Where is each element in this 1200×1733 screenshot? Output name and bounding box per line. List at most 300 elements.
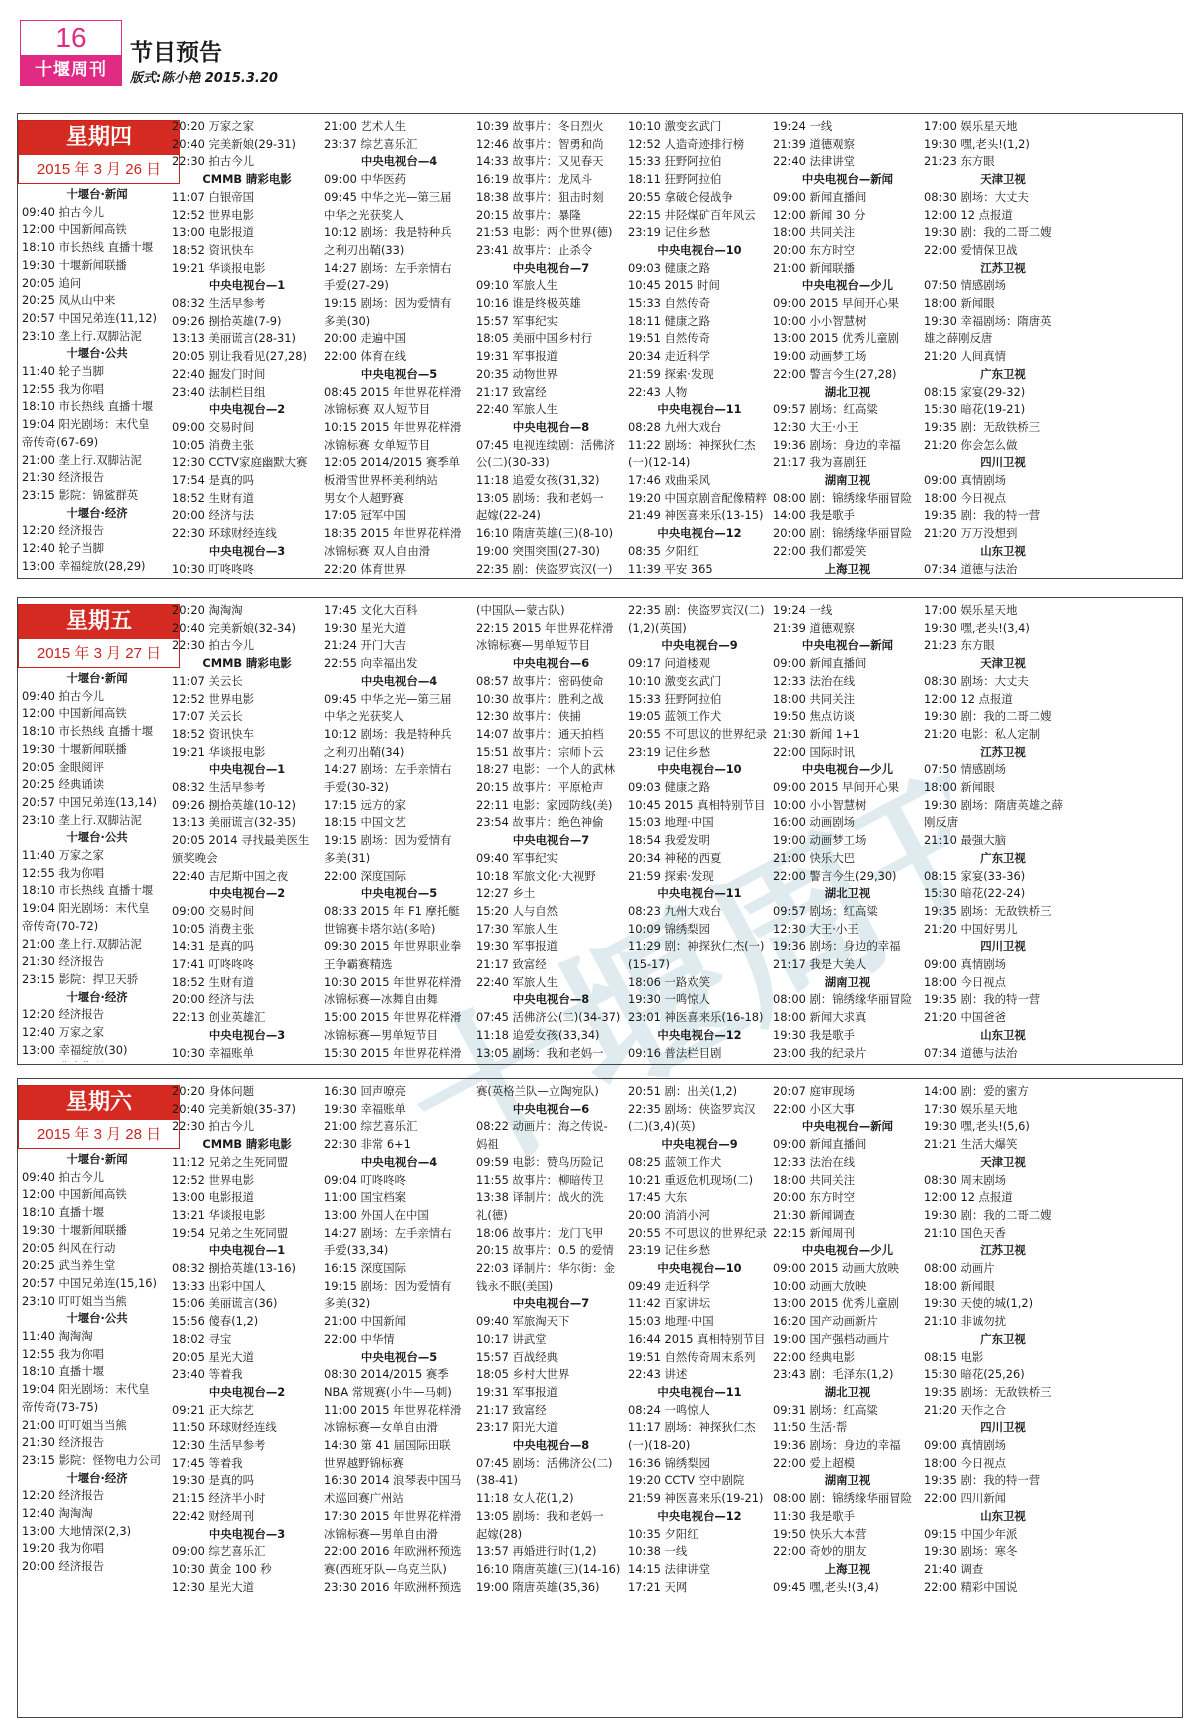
program-entry: 19:30 十堰新闻联播 — [22, 1222, 127, 1237]
program-entry: 冰锦标赛 双人短节目 — [324, 402, 431, 417]
program-entry: 19:30 剧：我的二哥二嫂 — [924, 225, 1052, 240]
channel-heading: 十堰台·新闻 — [66, 187, 128, 201]
program-entry: 19:00 隋唐英雄(35,36) — [476, 1579, 600, 1594]
program-entry: 12:00 12 点报道 — [924, 1190, 1013, 1205]
page-badge — [20, 20, 122, 86]
program-entry: 14:00 剧：爱的蜜方 — [924, 1084, 1029, 1098]
program-entry: 07:45 剧场：活佛济公(二) — [476, 1455, 613, 1470]
program-entry: 23:19 记住乡愁 — [628, 1243, 711, 1258]
program-entry: 17:00 娱乐星天地 — [924, 603, 1018, 617]
program-entry: 18:38 故事片：狙击时刻 — [476, 189, 604, 204]
program-entry: 起嫁(28) — [476, 1526, 523, 1541]
program-entry: 中华之光获奖人 — [324, 709, 404, 724]
program-entry: 09:00 2015 早间开心果 — [773, 296, 900, 311]
program-entry: 18:35 2015 年世界花样滑 — [324, 526, 462, 541]
program-entry: 09:30 2015 年世界职业拳 — [324, 939, 462, 954]
program-entry: 12:52 人造奇迹排行榜 — [628, 136, 745, 151]
program-entry: 18:02 寻宝 — [172, 1331, 232, 1346]
program-entry: 22:00 中华情 — [324, 1331, 395, 1346]
channel-heading: 上海卫视 — [824, 1561, 871, 1576]
program-entry: 16:30 2014 浪琴表中国马 — [324, 1473, 462, 1488]
channel-heading: 天津卫视 — [980, 172, 1026, 187]
program-entry: 08:45 2015 年世界花样滑 — [324, 384, 462, 399]
program-entry: 19:35 剧场：无敌铁桥三 — [924, 903, 1052, 918]
program-entry: 09:40 拍古今儿 — [22, 1169, 105, 1184]
program-entry: 22:00 警言今生(29,30) — [773, 868, 897, 883]
program-entry: 18:00 共同关注 — [773, 1172, 856, 1187]
program-entry: 14:00 我是歌手 — [773, 508, 856, 523]
program-entry: 10:05 消费主张 — [172, 437, 255, 452]
program-entry: 21:30 经济报告 — [22, 954, 105, 969]
program-entry: 12:00 12 点报道 — [924, 691, 1013, 706]
program-entry: 19:36 剧场：身边的幸福 — [773, 437, 901, 452]
program-entry: 22:35 剧：侠盗罗宾汉(二) — [628, 603, 765, 617]
channel-heading: 山东卫视 — [980, 1027, 1026, 1042]
program-entry: 多美(31) — [324, 850, 371, 865]
program-entry: (15-17) — [628, 957, 670, 972]
program-entry: 22:35 剧场：侠盗罗宾汉 — [628, 1101, 756, 1116]
program-entry: 21:17 致富经 — [476, 384, 547, 399]
channel-heading: 四川卫视 — [980, 939, 1026, 954]
channel-heading: 中央电视台—8 — [512, 1438, 590, 1453]
program-entry: 17:30 2015 年世界花样滑 — [324, 1508, 462, 1523]
program-entry: 22:00 体育在线 — [324, 349, 407, 364]
program-entry: 09:31 剧场：红高粱 — [773, 1402, 878, 1417]
program-entry: 23:10 叮叮姐当当熊 — [22, 1293, 127, 1308]
program-entry: 之利刃出鞘(33) — [324, 242, 405, 257]
schedule-column — [773, 1083, 922, 1715]
program-entry: 09:00 交易时间 — [172, 903, 255, 918]
program-entry: 22:40 军旅人生 — [476, 974, 559, 989]
channel-heading: 中央电视台—少儿 — [801, 1243, 894, 1258]
program-entry: 19:30 嘿,老头!(5,6) — [924, 1119, 1030, 1134]
schedule-column — [924, 1083, 1082, 1715]
channel-heading: 十堰台·经济 — [66, 989, 128, 1004]
program-entry: 15:30 2015 年世界花样滑 — [324, 1045, 462, 1060]
program-entry: 19:30 剧：我的二哥二嫂 — [924, 709, 1052, 724]
program-entry: 18:10 市长热线 直播十堰 — [22, 883, 154, 898]
program-entry: 16:20 国产动画新片 — [773, 1314, 878, 1329]
channel-heading: 十堰台·新闻 — [66, 671, 128, 685]
program-entry: 21:00 叮叮姐当当熊 — [22, 1417, 127, 1432]
program-entry: 09:00 真情剧场 — [924, 1438, 1007, 1453]
channel-heading: 中央电视台—5 — [360, 1349, 438, 1364]
channel-heading: 上海卫视 — [824, 561, 871, 576]
program-entry: 18:10 市长热线 直播十堰 — [22, 724, 154, 739]
program-entry: 术巡回赛广州站 — [324, 1491, 404, 1506]
program-entry: 21:20 电影：私人定制 — [924, 726, 1041, 741]
program-entry: 23:17 阳光大道 — [476, 1420, 559, 1435]
day-header — [18, 120, 180, 184]
program-entry: 17:45 等着我 — [172, 1455, 243, 1470]
program-entry: 22:00 小区大事 — [773, 1101, 856, 1116]
program-entry: 19:36 剧场：身边的幸福 — [773, 939, 901, 954]
program-entry: 08:35 夕阳红 — [628, 543, 699, 558]
program-entry: 11:18 追爱女孩(33,34) — [476, 1027, 600, 1042]
channel-heading: 中央电视台—11 — [657, 1384, 742, 1399]
program-entry: 21:24 开门大吉 — [324, 638, 407, 653]
program-entry: 09:00 真情剧场 — [924, 473, 1007, 488]
program-entry: 18:52 资讯快车 — [172, 726, 255, 741]
page-header — [0, 0, 1200, 90]
program-entry: 13:33 出彩中国人 — [172, 1278, 266, 1293]
day-section-saturday — [17, 1078, 1183, 1718]
program-entry: 18:00 今日视点 — [924, 1455, 1007, 1470]
program-entry: 19:54 兄弟之生死同盟 — [172, 1225, 289, 1240]
program-entry: 22:00 深度国际 — [324, 868, 407, 883]
day-section-thursday — [17, 113, 1183, 579]
program-entry: 20:00 东方时空 — [773, 242, 856, 257]
channel-heading: 湖北卫视 — [824, 384, 871, 399]
program-entry: 11:07 关云长 — [172, 673, 243, 688]
channel-heading: 中央电视台—5 — [360, 366, 438, 381]
program-entry: 20:55 不可思议的世界纪录 — [628, 726, 767, 741]
program-entry: 22:30 非常 6+1 — [324, 1137, 411, 1152]
program-entry: 20:05 追问 — [22, 275, 82, 290]
program-entry: 15:30 暗花(25,26) — [924, 1367, 1025, 1382]
program-entry: 22:43 人物 — [628, 384, 688, 399]
program-entry: 08:57 故事片：密码使命 — [476, 673, 604, 688]
page-number: 16 — [55, 22, 87, 53]
channel-heading: CMMB 睛彩电影 — [202, 1137, 292, 1152]
program-entry: 冰锦标赛 女单短节目 — [324, 437, 431, 452]
program-entry: 08:28 九州大戏台 — [628, 419, 722, 434]
program-entry: 12:30 大王·小王 — [773, 419, 859, 434]
program-entry: 21:00 垄上行.双脚沾泥 — [22, 936, 142, 951]
program-entry: 08:22 动画片：海之传说- — [476, 1119, 608, 1134]
program-entry: 23:37 综艺喜乐汇 — [324, 136, 418, 151]
channel-heading: 天津卫视 — [980, 656, 1026, 671]
program-entry: 多美(32) — [324, 1296, 371, 1311]
program-entry: 22:40 军旅人生 — [476, 402, 559, 417]
program-entry: 14:27 剧场：左手亲情右 — [324, 260, 452, 275]
program-entry: 21:20 人间真情 — [924, 349, 1007, 364]
program-entry: 09:10 军旅人生 — [476, 278, 559, 293]
program-entry: 08:00 剧：锦绣缘华丽冒险 — [773, 1491, 912, 1506]
program-entry: 16:15 深度国际 — [324, 1261, 407, 1276]
program-entry: 20:40 完美新娘(35-37) — [172, 1101, 296, 1116]
program-entry: 12:20 经济报告 — [22, 523, 105, 538]
program-entry: 10:38 一线 — [628, 1544, 688, 1559]
channel-heading: 中央电视台—1 — [208, 762, 286, 777]
channel-heading: 中央电视台—2 — [208, 402, 286, 417]
program-entry: 21:30 经济报告 — [22, 1435, 105, 1450]
program-entry: 19:30 星光大道 — [324, 620, 407, 635]
program-entry: 冰锦标赛—男单自由滑 — [324, 1526, 438, 1541]
program-entry: 10:10 激变玄武门 — [628, 673, 722, 688]
program-entry: 21:53 电影：两个世界(德) — [476, 225, 613, 240]
channel-heading: 中央电视台—2 — [208, 1384, 286, 1399]
channel-heading: 江苏卫视 — [980, 260, 1026, 275]
schedule-column — [172, 602, 322, 1062]
schedule-column — [924, 602, 1082, 1062]
program-entry: 19:04 阳光剧场：末代皇 — [22, 1382, 150, 1397]
program-entry: 22:03 译制片：华尔街：金 — [476, 1261, 615, 1276]
program-entry: 09:03 健康之路 — [628, 260, 711, 275]
day-header — [18, 1085, 180, 1149]
program-entry: 18:10 直播十堰 — [22, 1364, 105, 1379]
program-entry: 15:51 故事片：宗师卜云 — [476, 744, 604, 759]
program-entry: 20:15 故事片：平原枪声 — [476, 780, 604, 795]
program-entry: 10:39 故事片：冬日烈火 — [476, 119, 604, 133]
channel-heading: 中央电视台—6 — [512, 656, 590, 671]
program-entry: 08:33 2015 年 F1 摩托艇 — [324, 903, 460, 918]
program-entry: 10:09 锦绣梨园 — [628, 921, 711, 936]
program-entry: 08:30 剧场：大丈夫 — [924, 189, 1029, 204]
program-entry: 07:50 情感剧场 — [924, 762, 1007, 777]
program-entry: 妈祖 — [476, 1137, 499, 1152]
program-entry: 16:36 锦绣梨园 — [628, 1455, 711, 1470]
program-entry: 14:27 剧场：左手亲情右 — [324, 762, 452, 777]
program-entry: (一)(12-14) — [628, 455, 691, 470]
program-entry: 12:20 经济报告 — [22, 1007, 105, 1022]
program-entry: 15:57 百战经典 — [476, 1349, 559, 1364]
program-entry: 20:40 完美新娘(29-31) — [172, 136, 296, 151]
program-entry: 23:43 剧：毛泽东(1,2) — [773, 1367, 894, 1382]
program-entry: 19:30 是真的吗 — [172, 1473, 255, 1488]
program-entry: 20:40 完美新娘(32-34) — [172, 620, 296, 635]
program-entry: 09:00 2015 动画大放映 — [773, 1261, 900, 1276]
program-entry: 21:00 艺术人生 — [324, 119, 407, 133]
program-entry: 19:30 军事报道 — [476, 939, 559, 954]
program-entry: 09:57 剧场：红高粱 — [773, 903, 878, 918]
program-entry: 11:12 兄弟之生死同盟 — [172, 1154, 289, 1169]
program-entry: 12:55 我为你唱 — [22, 1346, 105, 1361]
program-entry: 20:55 不可思议的世界纪录 — [628, 1225, 767, 1240]
schedule-column — [924, 118, 1082, 576]
program-entry: 10:12 剧场：我是特种兵 — [324, 225, 452, 240]
program-entry: 13:13 美丽谎言(32-35) — [172, 815, 296, 830]
program-entry: 21:20 天作之合 — [924, 1402, 1007, 1417]
program-entry: 钱永不眠(美国) — [476, 1278, 554, 1293]
schedule-column — [476, 1083, 626, 1715]
program-entry: 10:00 小小智慧树 — [773, 313, 867, 328]
program-entry: 10:15 2015 年世界花样滑 — [324, 419, 462, 434]
program-entry: 17:00 娱乐星天地 — [924, 119, 1018, 133]
program-entry — [22, 1059, 172, 1062]
channel-heading: 山东卫视 — [980, 1508, 1026, 1523]
program-entry: 18:54 我爱发明 — [628, 833, 711, 848]
program-entry: (1,2)(英国) — [628, 620, 687, 635]
program-entry: 21:21 生活大爆笑 — [924, 1137, 1018, 1152]
program-entry: 赛(西班牙队—乌克兰队) — [324, 1561, 447, 1576]
program-entry: 板滑雪世界杯美利纳站 — [324, 473, 438, 488]
program-entry: 12:40 万家之家 — [22, 1025, 105, 1040]
program-entry: 18:52 资讯快车 — [172, 242, 255, 257]
program-entry: 20:00 剧：锦绣缘华丽冒险 — [773, 526, 912, 541]
channel-heading: 中央电视台—1 — [208, 1243, 286, 1258]
program-entry: 11:50 生活·帮 — [773, 1420, 848, 1435]
program-entry: 15:33 狂野阿拉伯 — [628, 154, 722, 169]
program-entry: 16:00 动画剧场 — [773, 815, 856, 830]
day-section-friday — [17, 597, 1183, 1065]
program-entry: 21:17 我是大美人 — [773, 957, 867, 972]
channel-heading: 十堰台·经济 — [66, 1470, 128, 1485]
program-entry: 20:20 淘淘淘 — [172, 603, 243, 617]
program-entry: 10:00 小小智慧树 — [773, 797, 867, 812]
channel-heading: 中央电视台—7 — [512, 833, 590, 848]
program-entry: 冰锦标赛—男单短节目 — [476, 638, 590, 653]
channel-heading: 广东卫视 — [980, 1331, 1026, 1346]
program-entry: 11:18 追爱女孩(31,32) — [476, 473, 600, 488]
program-entry: 12:55 我为你唱 — [22, 865, 105, 880]
program-entry: 13:13 美丽谎言(28-31) — [172, 331, 296, 346]
program-entry: 20:25 武当养生堂 — [22, 1258, 116, 1273]
program-entry: 13:21 华谈报电影 — [172, 1207, 266, 1222]
program-entry: 22:30 拍古今儿 — [172, 1119, 255, 1134]
program-entry: 14:27 剧场：左手亲情右 — [324, 1225, 452, 1240]
program-entry: 10:45 2015 时间 — [628, 278, 720, 293]
program-entry: 08:32 生活早参考 — [172, 296, 266, 311]
program-entry: 12:30 CCTV家庭幽默大赛 — [172, 455, 308, 470]
program-entry: 19:30 十堰新闻联播 — [22, 257, 127, 272]
channel-heading: 中央电视台—5 — [360, 886, 438, 901]
program-entry: 帝传奇(67-69) — [22, 434, 99, 449]
schedule-column — [172, 1083, 322, 1715]
day-name: 星期六 — [19, 1086, 179, 1120]
program-entry: 19:15 剧场：因为爱情有 — [324, 1278, 452, 1293]
program-entry: 18:06 一路欢笑 — [628, 974, 711, 989]
program-entry: 09:40 军旅淘天下 — [476, 1314, 570, 1329]
program-entry: 11:40 轮子当脚 — [22, 364, 105, 379]
program-entry: 21:00 综艺喜乐汇 — [324, 1119, 418, 1134]
program-entry: 22:30 环球财经连线 — [172, 526, 277, 541]
program-entry: 男女个人超野赛 — [324, 490, 404, 505]
program-entry: 09:00 真情剧场 — [924, 957, 1007, 972]
channel-heading: 中央电视台—9 — [661, 638, 738, 653]
program-entry: 12:30 星光大道 — [172, 1579, 255, 1594]
program-entry: 08:30 2014/2015 赛季 — [324, 1367, 449, 1382]
program-entry: 19:30 十堰新闻联播 — [22, 741, 127, 756]
program-entry: 10:12 剧场：我是特种兵 — [324, 726, 452, 741]
program-entry: 10:30 黄金 100 秒 — [172, 1561, 272, 1576]
program-entry: 23:19 记住乡愁 — [628, 744, 711, 759]
program-entry: 13:05 剧场：我和老妈一 — [476, 1045, 604, 1060]
program-entry: 10:30 幸福账单 — [172, 1045, 255, 1060]
program-entry: 20:25 经典诵读 — [22, 777, 105, 792]
program-entry: 17:45 文化大百科 — [324, 603, 418, 617]
schedule-column — [476, 602, 626, 1062]
program-entry: 09:40 拍古今儿 — [22, 688, 105, 703]
program-entry: 09:03 健康之路 — [628, 780, 711, 795]
program-entry: 20:05 金眼阅评 — [22, 759, 105, 774]
schedule-column — [324, 1083, 474, 1715]
program-entry: 12:05 2014/2015 赛季单 — [324, 455, 461, 470]
program-entry: 之利刃出鞘(34) — [324, 744, 405, 759]
program-entry: 08:15 家宴(33-36) — [924, 868, 1026, 883]
program-entry: 19:30 天使的城(1,2) — [924, 1296, 1034, 1311]
watermark-text: 十堰周刊 — [378, 721, 950, 1200]
program-entry: 21:23 东方眼 — [924, 638, 995, 653]
program-entry — [22, 575, 172, 576]
channel-heading: 中央电视台—3 — [208, 1027, 286, 1042]
program-entry: 20:51 剧：出关(1,2) — [628, 1084, 738, 1098]
program-entry: 08:23 九州大戏台 — [628, 903, 722, 918]
program-entry: 19:21 华谈报电影 — [172, 744, 266, 759]
program-entry: 世锦赛卡塔尔站(多哈) — [324, 921, 436, 936]
program-entry: 22:00 经典电影 — [773, 1349, 856, 1364]
program-entry: 18:10 市长热线 直播十堰 — [22, 240, 154, 255]
channel-heading: 中央电视台—7 — [512, 260, 590, 275]
program-entry: 19:30 剧：我的二哥二嫂 — [924, 1207, 1052, 1222]
program-entry: 21:00 中国新闻 — [324, 1314, 407, 1329]
program-entry: 21:49 神医喜来乐(13-15) — [628, 508, 764, 523]
day-name: 星期四 — [19, 121, 179, 155]
program-entry: 12:00 12 点报道 — [924, 207, 1013, 222]
program-entry: 21:10 非诚勿扰 — [924, 1314, 1007, 1329]
program-entry: 21:20 中国好男儿 — [924, 921, 1018, 936]
program-entry: 09:26 捌拾英雄(10-12) — [172, 797, 296, 812]
program-entry: 18:00 共同关注 — [773, 225, 856, 240]
program-entry: 13:00 电影报道 — [172, 225, 255, 240]
program-entry: 09:40 军事纪实 — [476, 850, 559, 865]
program-entry: 09:59 电影：赞鸟历险记 — [476, 1154, 604, 1169]
program-entry: 19:21 华谈报电影 — [172, 260, 266, 275]
program-entry: 19:24 一线 — [773, 603, 833, 617]
program-entry: 手爱(33,34) — [324, 1243, 389, 1258]
program-entry: 12:30 生活早参考 — [172, 1438, 266, 1453]
program-entry: 雄之薛刚反唐 — [924, 331, 993, 346]
program-entry: 12:20 经济报告 — [22, 1488, 105, 1503]
program-entry: 16:19 故事片：龙凤斗 — [476, 172, 593, 187]
program-entry: 12:40 轮子当脚 — [22, 541, 105, 556]
program-entry: 15:03 地理·中国 — [628, 1314, 714, 1329]
program-entry: 22:43 讲述 — [628, 1367, 688, 1382]
program-entry: 14:30 第 41 届国际田联 — [324, 1438, 451, 1453]
schedule-column — [22, 670, 172, 1062]
program-entry: 12:46 故事片：智勇和尚 — [476, 136, 604, 151]
program-entry: 19:15 剧场：因为爱情有 — [324, 296, 452, 311]
program-entry: 13:00 大地情深(2,3) — [22, 1523, 132, 1538]
program-entry: 帝传奇(73-75) — [22, 1399, 99, 1414]
schedule-column — [773, 118, 922, 576]
program-entry: 19:00 动画梦工场 — [773, 833, 867, 848]
program-entry: (一)(18-20) — [628, 1438, 691, 1453]
program-entry: 10:05 消费主张 — [172, 921, 255, 936]
program-entry: 12:52 世界电影 — [172, 207, 255, 222]
program-entry: 17:46 戏曲采风 — [628, 473, 711, 488]
program-entry: 17:15 远方的家 — [324, 797, 407, 812]
program-entry: 18:10 直播十堰 — [22, 1205, 105, 1220]
program-entry: 礼(德) — [476, 1207, 508, 1222]
program-entry: 12:55 我为你唱 — [22, 381, 105, 396]
program-entry: 07:45 电视连续剧：活佛济 — [476, 437, 615, 452]
program-entry: 12:52 世界电影 — [172, 691, 255, 706]
program-entry: 12:40 淘淘淘 — [22, 1506, 93, 1521]
program-entry: 冰锦标赛 双人自由滑 — [324, 543, 431, 558]
program-entry: 13:00 2015 优秀儿童剧 — [773, 1296, 900, 1311]
channel-heading: 广东卫视 — [980, 850, 1026, 865]
program-entry: 手爱(27-29) — [324, 278, 389, 293]
program-entry: 09:45 嘿,老头!(3,4) — [773, 1579, 879, 1594]
program-entry: 20:35 动物世界 — [476, 366, 559, 381]
program-entry: (二)(3,4)(英) — [628, 1119, 696, 1134]
program-entry: 13:05 剧场：我和老妈一 — [476, 1508, 604, 1523]
program-entry: 20:05 别让我看见(27,28) — [172, 349, 307, 364]
program-entry: 23:15 影院：捍卫天骄 — [22, 971, 139, 986]
channel-heading: CMMB 睛彩电影 — [202, 172, 292, 187]
program-entry: 09:49 走近科学 — [628, 1278, 711, 1293]
program-entry: 08:00 动画片 — [924, 1261, 995, 1276]
program-entry: 20:00 走遍中国 — [324, 331, 407, 346]
program-entry: 08:25 蓝领工作犬 — [628, 1154, 722, 1169]
channel-heading: 中央电视台—3 — [208, 543, 286, 558]
program-entry: 20:00 经济与法 — [172, 508, 255, 523]
program-entry: 22:00 精彩中国说 — [924, 1579, 1018, 1594]
program-entry: 22:15 新闻周刊 — [773, 1225, 856, 1240]
program-entry: 10:16 谁是终极英雄 — [476, 296, 581, 311]
program-entry: 09:17 问道楼观 — [628, 656, 711, 671]
